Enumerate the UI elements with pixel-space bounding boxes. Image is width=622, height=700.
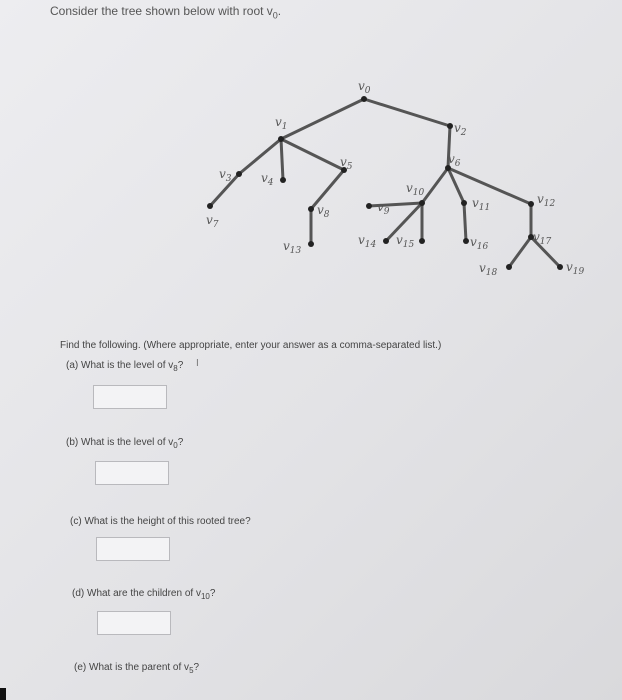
question-a-sub: 8 (173, 364, 178, 373)
tree-edge-v17-v18 (509, 237, 531, 267)
tree-node-v18 (506, 264, 512, 270)
tree-node-v4 (280, 177, 286, 183)
question-b-sub: 0 (173, 441, 178, 450)
tree-label-v8: $v_8$ (317, 203, 330, 220)
answer-c-input[interactable] (96, 537, 170, 561)
tree-label-v11: $v_{11}$ (472, 196, 491, 213)
question-a (66, 360, 183, 373)
tree-label-v4: $v_4$ (261, 171, 274, 188)
tree-label-v10: $v_{10}$ (406, 181, 425, 198)
tree-node-v14 (383, 238, 389, 244)
tree-label-v7: $v_7$ (206, 213, 219, 230)
question-e (74, 662, 199, 675)
question-d-sub: 10 (200, 592, 210, 601)
question-e-sub: 5 (189, 666, 194, 675)
question-d-prefix: (d) What are the children of v (72, 588, 201, 599)
tree-node-v16 (463, 238, 469, 244)
text-cursor-mark: I (196, 358, 199, 369)
tree-label-v5: $v_5$ (340, 155, 353, 172)
tree-node-v11 (461, 200, 467, 206)
tree-label-v18: $v_{18}$ (479, 261, 498, 278)
question-b-suffix: ? (177, 437, 184, 448)
intro-end: . (277, 4, 282, 18)
tree-label-v3: $v_3$ (219, 167, 232, 184)
tree-node-v12 (528, 201, 534, 207)
tree-edge-v6-v10 (422, 168, 448, 203)
answer-a-input[interactable] (93, 385, 167, 409)
question-d-suffix: ? (209, 588, 216, 599)
rooted-tree-diagram (0, 0, 622, 300)
tree-node-v9 (366, 203, 372, 209)
tree-edge-v0-v1 (281, 99, 364, 139)
tree-edge-v5-v8 (311, 170, 344, 209)
tree-node-v1 (278, 136, 284, 142)
tree-label-v15: $v_{15}$ (396, 233, 415, 250)
question-c (70, 516, 251, 527)
question-b (66, 437, 183, 450)
tree-label-v19: $v_{19}$ (566, 260, 585, 277)
tree-label-v1: $v_1$ (275, 115, 288, 132)
tree-edge-v1-v3 (239, 139, 281, 174)
tree-node-v3 (236, 171, 242, 177)
tree-node-v0 (361, 96, 367, 102)
question-c-prefix: (c) What is the height of this rooted tree? (70, 516, 251, 527)
tree-edge-v10-v14 (386, 203, 422, 241)
tree-label-v6: $v_6$ (448, 152, 461, 169)
tree-node-v7 (207, 203, 213, 209)
tree-label-v17: $v_{17}$ (533, 230, 552, 247)
tree-node-v19 (557, 264, 563, 270)
intro-root-sub: 0 (272, 10, 278, 21)
tree-edge-v11-v16 (464, 203, 466, 241)
tree-edge-v1-v4 (281, 139, 283, 180)
answer-b-input[interactable] (95, 461, 169, 485)
question-e-suffix: ? (193, 662, 200, 673)
question-a-prefix: (a) What is the level of v (66, 360, 174, 371)
instructions: Find the following. (Where appropriate, enter your answer as a comma-separated list.) (60, 340, 442, 351)
tree-node-v15 (419, 238, 425, 244)
window-edge-marker (0, 688, 6, 700)
tree-label-v14: $v_{14}$ (358, 233, 377, 250)
tree-label-v16: $v_{16}$ (470, 235, 489, 252)
tree-label-v2: $v_2$ (454, 121, 467, 138)
tree-label-v9: $v_9$ (377, 200, 390, 217)
tree-edge-v1-v5 (281, 139, 344, 170)
answer-d-input[interactable] (97, 611, 171, 635)
tree-node-v13 (308, 241, 314, 247)
tree-label-v0: $v_0$ (358, 79, 371, 96)
intro-text: Consider the tree shown below with root v (50, 4, 273, 18)
tree-node-v8 (308, 206, 314, 212)
question-a-suffix: ? (177, 360, 184, 371)
tree-label-v13: $v_{13}$ (283, 239, 302, 256)
tree-label-v12: $v_{12}$ (537, 192, 556, 209)
question-b-prefix: (b) What is the level of v (66, 437, 174, 448)
tree-node-v2 (447, 123, 453, 129)
tree-edge-v0-v2 (364, 99, 450, 126)
tree-node-v10 (419, 200, 425, 206)
question-e-prefix: (e) What is the parent of v (74, 662, 190, 673)
question-d (72, 588, 215, 601)
